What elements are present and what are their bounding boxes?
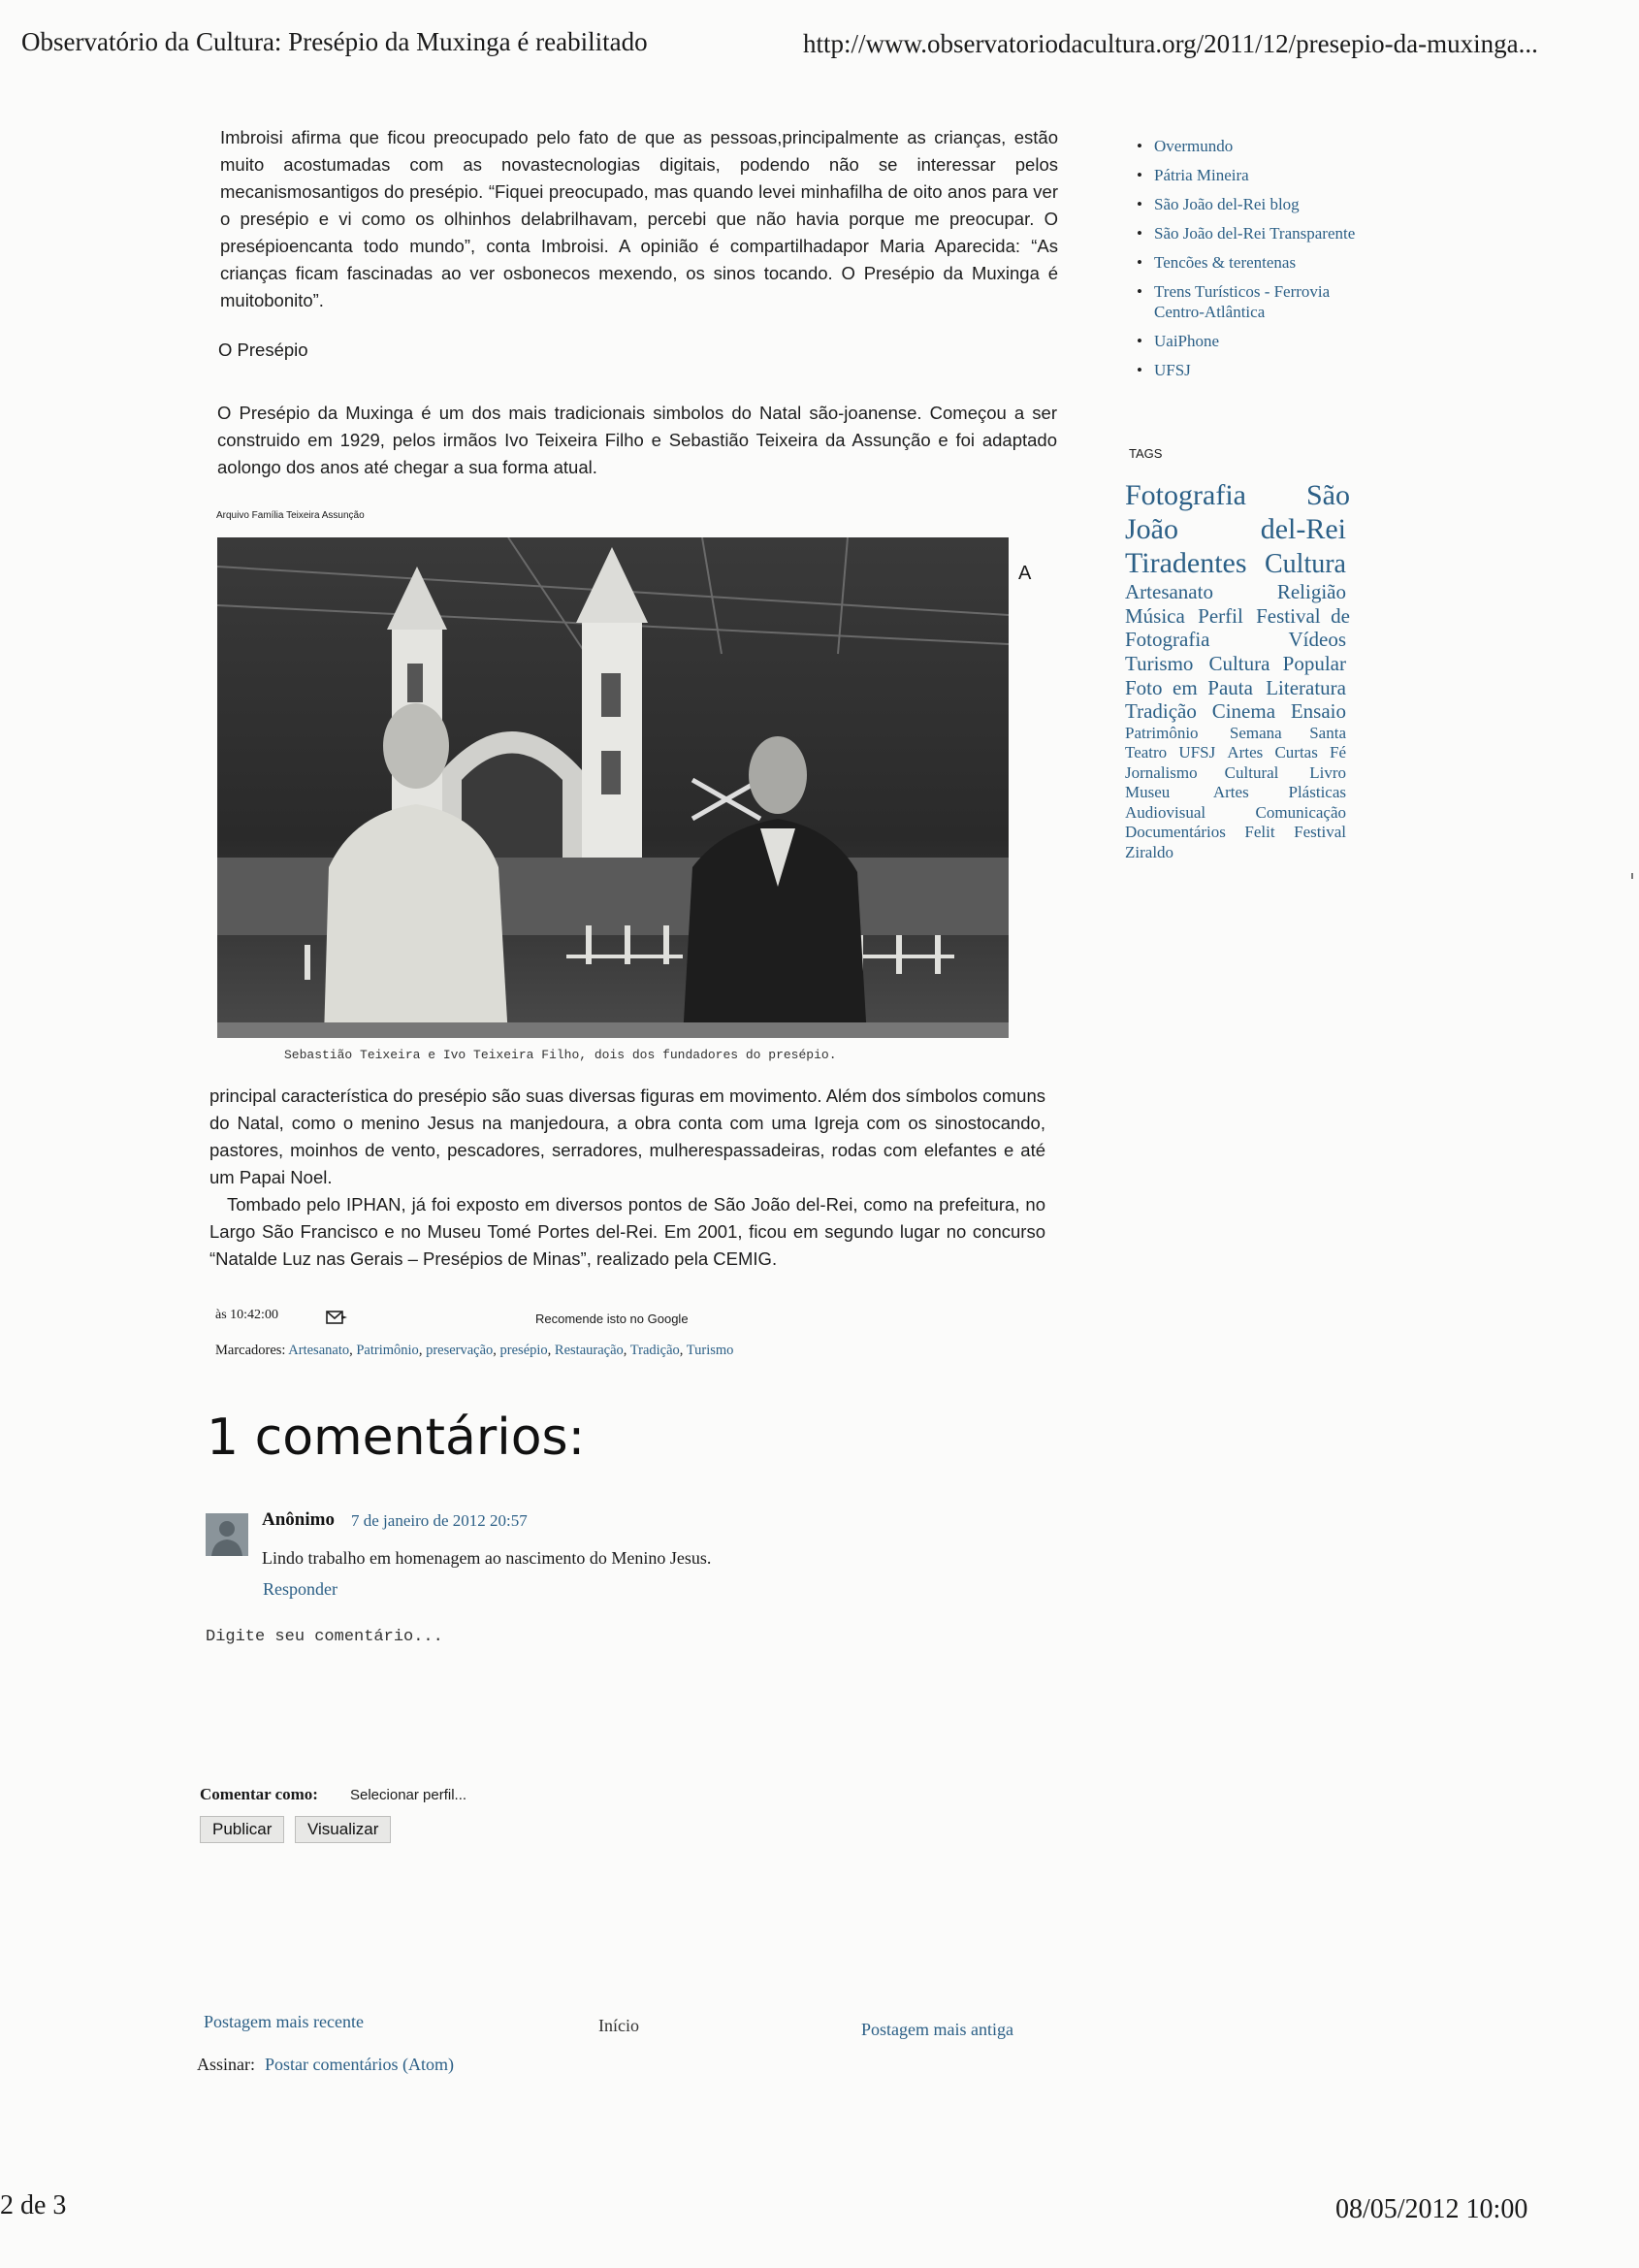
sidebar-link[interactable]: Trens Turísticos - Ferrovia Centro-Atlântica (1154, 282, 1331, 321)
tag-link[interactable]: Tradição (1125, 699, 1197, 724)
tag-link[interactable]: Jornalismo Cultural (1125, 762, 1279, 782)
comment-as-label: Comentar como: (200, 1785, 318, 1803)
recommend-google-link[interactable]: Recomende isto no Google (535, 1312, 689, 1326)
sidebar-link[interactable]: São João del-Rei blog (1154, 195, 1300, 213)
tag-link[interactable]: Cinema (1211, 699, 1276, 724)
comment-input[interactable]: Digite seu comentário... (206, 1628, 443, 1646)
sidebar-link-item[interactable] (1135, 223, 1367, 243)
tag-link[interactable]: Comunicação (1255, 802, 1346, 822)
tag-link[interactable]: UFSJ (1178, 743, 1216, 762)
tag-link[interactable]: Patrimônio (1125, 723, 1199, 742)
post-label-link[interactable]: preservação (426, 1343, 494, 1358)
sidebar-link-item[interactable] (1135, 331, 1367, 351)
post-label-link[interactable]: presépio (499, 1343, 548, 1358)
print-page-number: 2 de 3 (0, 2190, 67, 2220)
tag-link[interactable]: Foto em Pauta (1125, 675, 1253, 699)
profile-select[interactable]: Selecionar perfil... (350, 1787, 467, 1803)
tag-link[interactable]: Fé (1330, 743, 1347, 762)
tag-link[interactable]: São João del-Rei (1125, 479, 1350, 545)
tag-link[interactable]: Vídeos (1288, 628, 1346, 652)
publish-button[interactable]: Publicar (200, 1816, 284, 1843)
comment-author: Anônimo (262, 1509, 335, 1530)
tag-link[interactable]: Fotografia (1125, 479, 1246, 511)
article-paragraph-part: principal característica do presépio são suas diversas figuras em movimento. Além dos símbolos comuns do Natal, como o menino Jesus na manjedoura, a obra conta com uma Igreja com os sinostocando, pastores, moinhos de vento, pescadores, serradores, mulherespassadeiras, rodas com elefantes e até um Papai Noel. (209, 1085, 1045, 1187)
tag-link[interactable]: Festival (1294, 823, 1346, 842)
tag-link[interactable]: Festival de Fotografia (1125, 603, 1350, 652)
print-date: 08/05/2012 10:00 (1335, 2194, 1528, 2224)
tag-link[interactable]: Artes Plásticas (1212, 783, 1346, 802)
tag-link[interactable]: Literatura (1266, 675, 1346, 699)
comment-text: Lindo trabalho em homenagem ao nascimento do Menino Jesus. (262, 1548, 712, 1568)
tag-link[interactable]: Cultura Popular (1208, 652, 1346, 676)
newer-post-link[interactable]: Postagem mais recente (204, 2012, 364, 2031)
tag-link[interactable]: Perfil (1198, 603, 1243, 628)
sidebar-link[interactable]: UFSJ (1154, 361, 1191, 379)
post-timestamp[interactable]: às 10:42:00 (215, 1308, 278, 1322)
tag-link[interactable]: Ensaio (1290, 699, 1346, 724)
tag-link[interactable]: Religião (1276, 580, 1346, 604)
tag-link[interactable]: Ziraldo (1125, 842, 1174, 861)
labels-prefix: Marcadores: (215, 1343, 286, 1358)
sidebar-link[interactable]: Overmundo (1154, 137, 1234, 155)
subscribe-atom-link[interactable]: Postar comentários (Atom) (265, 2055, 454, 2074)
sidebar-link[interactable]: Tencões & terentenas (1154, 253, 1297, 272)
post-labels (215, 1343, 733, 1359)
print-page-title: Observatório da Cultura: Presépio da Muxinga é reabilitado (21, 27, 648, 56)
post-label-link[interactable]: Patrimônio (356, 1343, 419, 1358)
post-label-link[interactable]: Turismo (686, 1343, 734, 1358)
sidebar-link-item[interactable] (1135, 136, 1367, 156)
article-paragraph: O Presépio da Muxinga é um dos mais tradicionais simbolos do Natal são-joanense. Começou a ser construido em 1929, pelos irmãos Ivo Teixeira Filho e Sebastião Teixeira da Assunção e foi adaptado aolongo dos anos até chegar a sua forma atual. (217, 403, 1057, 477)
tag-link[interactable]: Audiovisual (1125, 802, 1206, 822)
post-label-link[interactable]: Artesanato (288, 1343, 350, 1358)
tag-link[interactable]: Turismo (1125, 652, 1194, 676)
tag-link[interactable]: Tiradentes (1125, 546, 1247, 579)
comment-date-link[interactable]: 7 de janeiro de 2012 20:57 (351, 1511, 528, 1530)
tag-link[interactable]: Teatro (1125, 743, 1168, 762)
email-post-icon[interactable] (326, 1310, 347, 1325)
tag-link[interactable]: Felit (1244, 823, 1275, 842)
sidebar-links (1135, 136, 1367, 389)
tag-link[interactable]: Música (1125, 603, 1185, 628)
reply-link[interactable]: Responder (263, 1579, 337, 1599)
tag-link[interactable]: Semana Santa (1229, 723, 1346, 742)
comments-heading: 1 comentários: (207, 1409, 586, 1467)
post-label-link[interactable]: Tradição (629, 1343, 680, 1358)
article-paragraph (209, 1083, 1045, 1273)
photo-credit: Arquivo Família Teixeira Assunção (216, 510, 365, 521)
tag-cloud (1125, 479, 1350, 863)
scan-mark (1631, 873, 1633, 879)
tag-link[interactable]: Livro (1309, 762, 1347, 782)
sidebar-link-item[interactable] (1135, 281, 1367, 322)
avatar (206, 1513, 248, 1556)
article-photo (217, 537, 1009, 1038)
tag-link[interactable]: Documentários (1125, 823, 1226, 842)
sidebar-link[interactable]: São João del-Rei Transparente (1154, 224, 1356, 243)
sidebar-link-item[interactable] (1135, 252, 1367, 273)
sidebar-link-item[interactable] (1135, 360, 1367, 380)
preview-button[interactable]: Visualizar (295, 1816, 391, 1843)
tag-link[interactable]: Artesanato (1125, 580, 1213, 604)
section-heading: O Presépio (218, 340, 308, 360)
tag-link[interactable]: Curtas (1274, 743, 1318, 762)
sidebar-link-item[interactable] (1135, 165, 1367, 185)
sidebar-link[interactable]: Pátria Mineira (1154, 166, 1249, 184)
photo-caption: Sebastião Teixeira e Ivo Teixeira Filho, dois dos fundadores do presépio. (284, 1048, 837, 1062)
older-post-link[interactable]: Postagem mais antiga (861, 2020, 1013, 2039)
stray-letter: A (1018, 563, 1032, 584)
labels-list: Artesanato, Patrimônio, preservação, presépio, Restauração, Tradição, Turismo (288, 1343, 734, 1358)
print-page-url: http://www.observatoriodacultura.org/2011/12/presepio-da-muxinga... (803, 29, 1538, 58)
home-link[interactable]: Início (598, 2016, 639, 2035)
tag-link[interactable]: Museu (1125, 783, 1171, 802)
tag-link[interactable]: Artes (1227, 743, 1264, 762)
subscribe-label: Assinar: (197, 2055, 255, 2074)
tags-heading: TAGS (1129, 446, 1163, 461)
article-paragraph-part: Tombado pelo IPHAN, já foi exposto em diversos pontos de São João del-Rei, como na prefeitura, no Largo São Francisco e no Museu Tomé Portes del-Rei. Em 2001, ficou em segundo lugar no concurso “Natalde Luz nas Gerais – Presépios de Minas”, realizado pela CEMIG. (209, 1194, 1045, 1269)
tag-link[interactable]: Cultura (1265, 548, 1346, 579)
article-paragraph: Imbroisi afirma que ficou preocupado pelo fato de que as pessoas,principalmente as crianças, estão muito acostumadas com as novastecnologias digitais, podendo não se interessar pelos mecanismosantigos do presépio. “Fiquei preocupado, mas quando levei minhafilha de oito anos para ver o presépio e vi como os olhinhos delabrilhavam, percebi que não havia porque me preocupar. O presépioencanta todo mundo”, conta Imbroisi. A opinião é compartilhadapor Maria Aparecida: “As crianças ficam fascinadas ao ver osbonecos mexendo, os sinos tocando. O Presépio da Muxinga é muitobonito”. (220, 127, 1058, 310)
sidebar-link[interactable]: UaiPhone (1154, 332, 1220, 350)
post-label-link[interactable]: Restauração (554, 1343, 624, 1358)
sidebar-link-item[interactable] (1135, 194, 1367, 214)
